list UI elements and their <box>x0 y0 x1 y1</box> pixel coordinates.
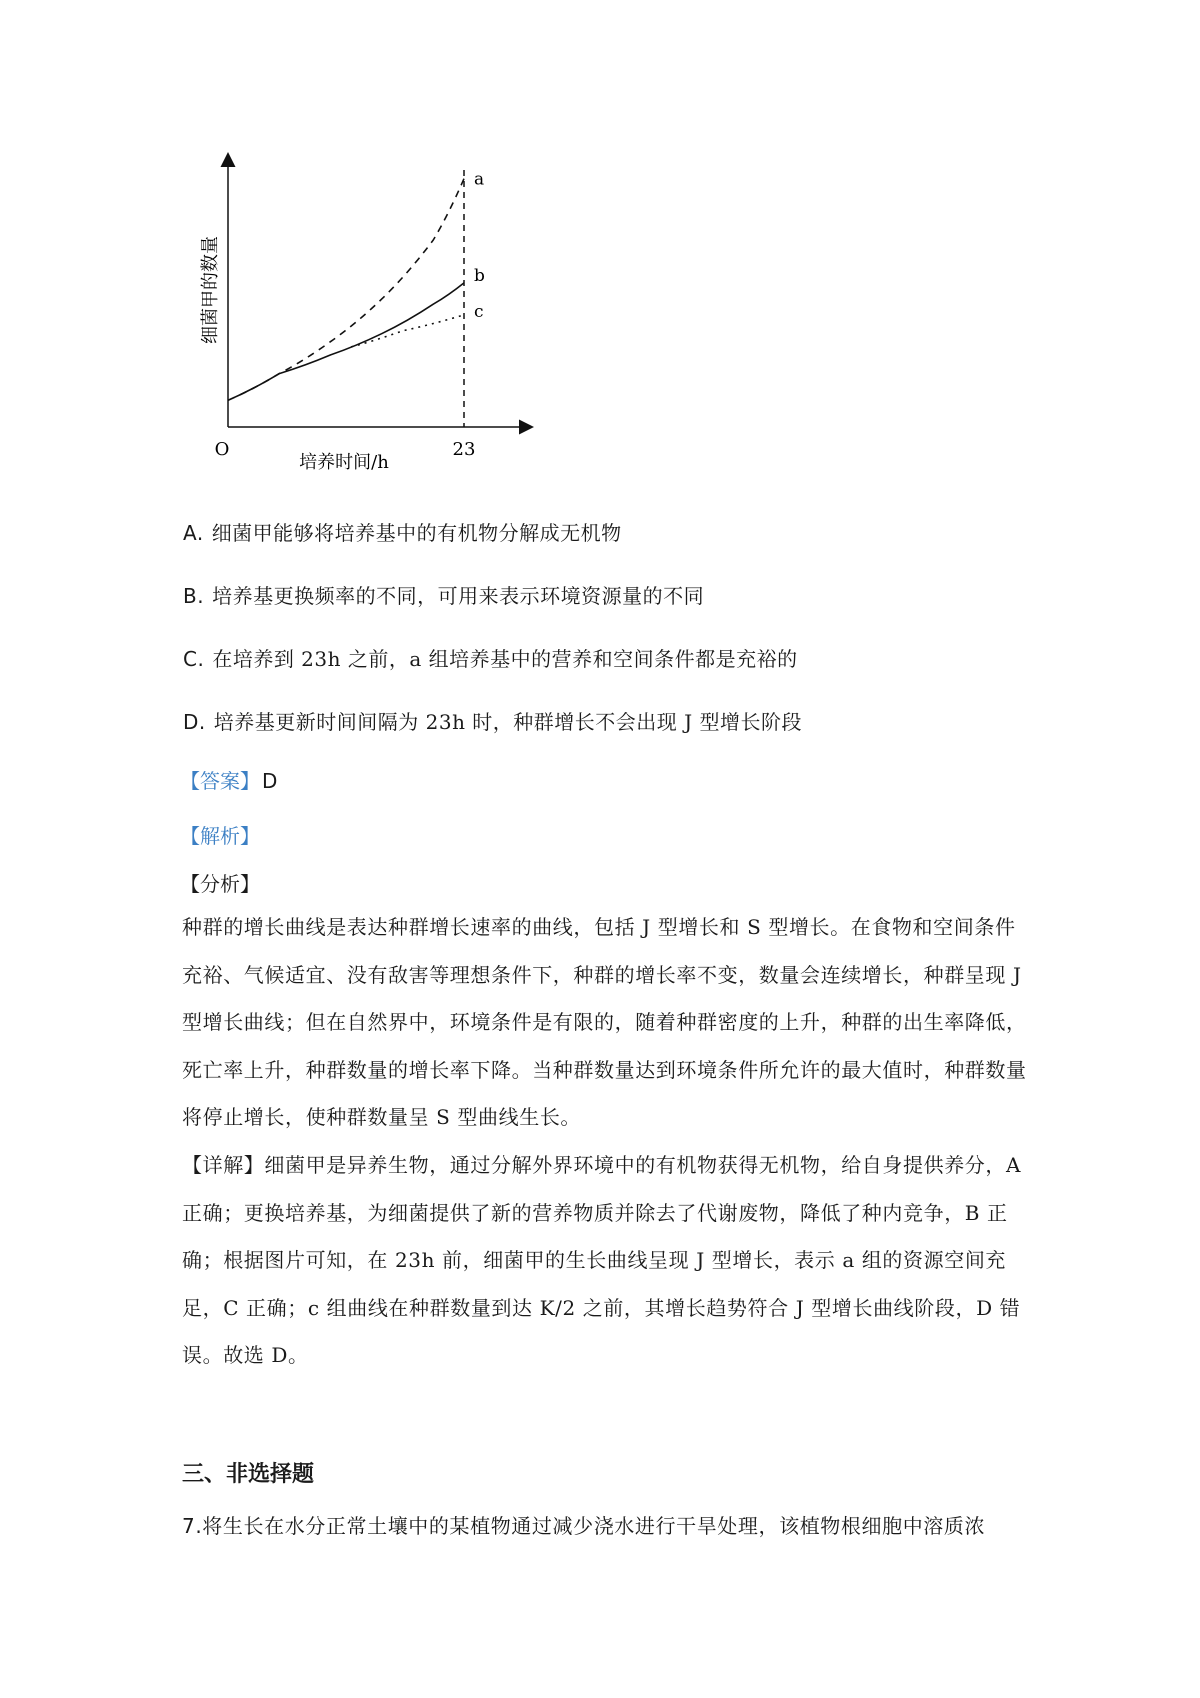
section-title: 三、非选择题 <box>182 1462 315 1487</box>
option-text: 在培养到 23h 之前，a 组培养基中的营养和空间条件都是充裕的 <box>212 647 798 671</box>
question-text: 将生长在水分正常土壤中的某植物通过减少浇水进行干旱处理，该植物根细胞中溶质浓 <box>202 1514 986 1538</box>
option-text: 培养基更新时间间隔为 23h 时，种群增长不会出现 J 型增长阶段 <box>213 710 803 734</box>
series-b-label: b <box>474 265 485 286</box>
option-label: D. <box>183 710 206 734</box>
xiangjie-text: 细菌甲是异养生物，通过分解外界环境中的有机物获得无机物，给自身提供养分，A 正确；更换培养基，为细菌提供了新的营养物质并除去了代谢废物，降低了种内竞争，B 正确；根据图片可知，在 23h 前，细菌甲的生长曲线呈现 J 型增长，表示 a 组的资源空间充足，C 正确；c 组曲线在种群数量到达 K/2 之前，其增长趋势符合 J 型增长曲线阶段，D 错误。故选 D。 <box>182 1153 1022 1367</box>
option-label: A. <box>183 521 204 545</box>
fenxi-paragraph: 种群的增长曲线是表达种群增长速率的曲线，包括 J 型增长和 S 型增长。在食物和空间条件充裕、气候适宜、没有敌害等理想条件下，种群的增长率不变，数量会连续增长，种群呈现 J 型增长曲线；但在自然界中，环境条件是有限的，随着种群密度的上升，种群的出生率降低，死亡率上升，种群数量的增长率下降。当种群数量达到环境条件所允许的最大值时，种群数量将停止增长，使种群数量呈 S 型曲线生长。 <box>182 915 1027 1129</box>
option-label: C. <box>183 647 205 671</box>
answer-tag: 【答案】 <box>180 769 260 793</box>
option-c <box>183 643 798 672</box>
option-d <box>183 706 802 735</box>
series-b-line <box>228 283 464 400</box>
origin-label: O <box>214 439 230 460</box>
option-a <box>183 517 622 546</box>
option-label: B. <box>183 584 205 608</box>
series-a-line <box>228 179 464 401</box>
series-layer <box>228 170 485 401</box>
option-b <box>183 580 704 609</box>
xiangjie-paragraph <box>182 1142 1028 1380</box>
y-axis-label: 细菌甲的数量 <box>200 236 221 344</box>
option-text: 细菌甲能够将培养基中的有机物分解成无机物 <box>211 521 622 545</box>
fenxi-tag: 【分析】 <box>180 872 260 896</box>
series-a-label: a <box>474 169 485 190</box>
x-axis-label: 培养时间/h <box>299 452 389 470</box>
question-number: 7. <box>182 1514 203 1538</box>
x-tick-label: 23 <box>452 439 476 460</box>
option-text: 培养基更换频率的不同，可用来表示环境资源量的不同 <box>212 584 705 608</box>
series-c-label: c <box>474 301 484 322</box>
growth-curve-figure <box>196 150 536 470</box>
question-7 <box>182 1510 985 1539</box>
answer-value: D <box>262 769 278 793</box>
answer-line <box>180 765 277 794</box>
xiangjie-tag: 【详解】 <box>182 1153 265 1177</box>
analysis-tag: 【解析】 <box>180 824 260 848</box>
